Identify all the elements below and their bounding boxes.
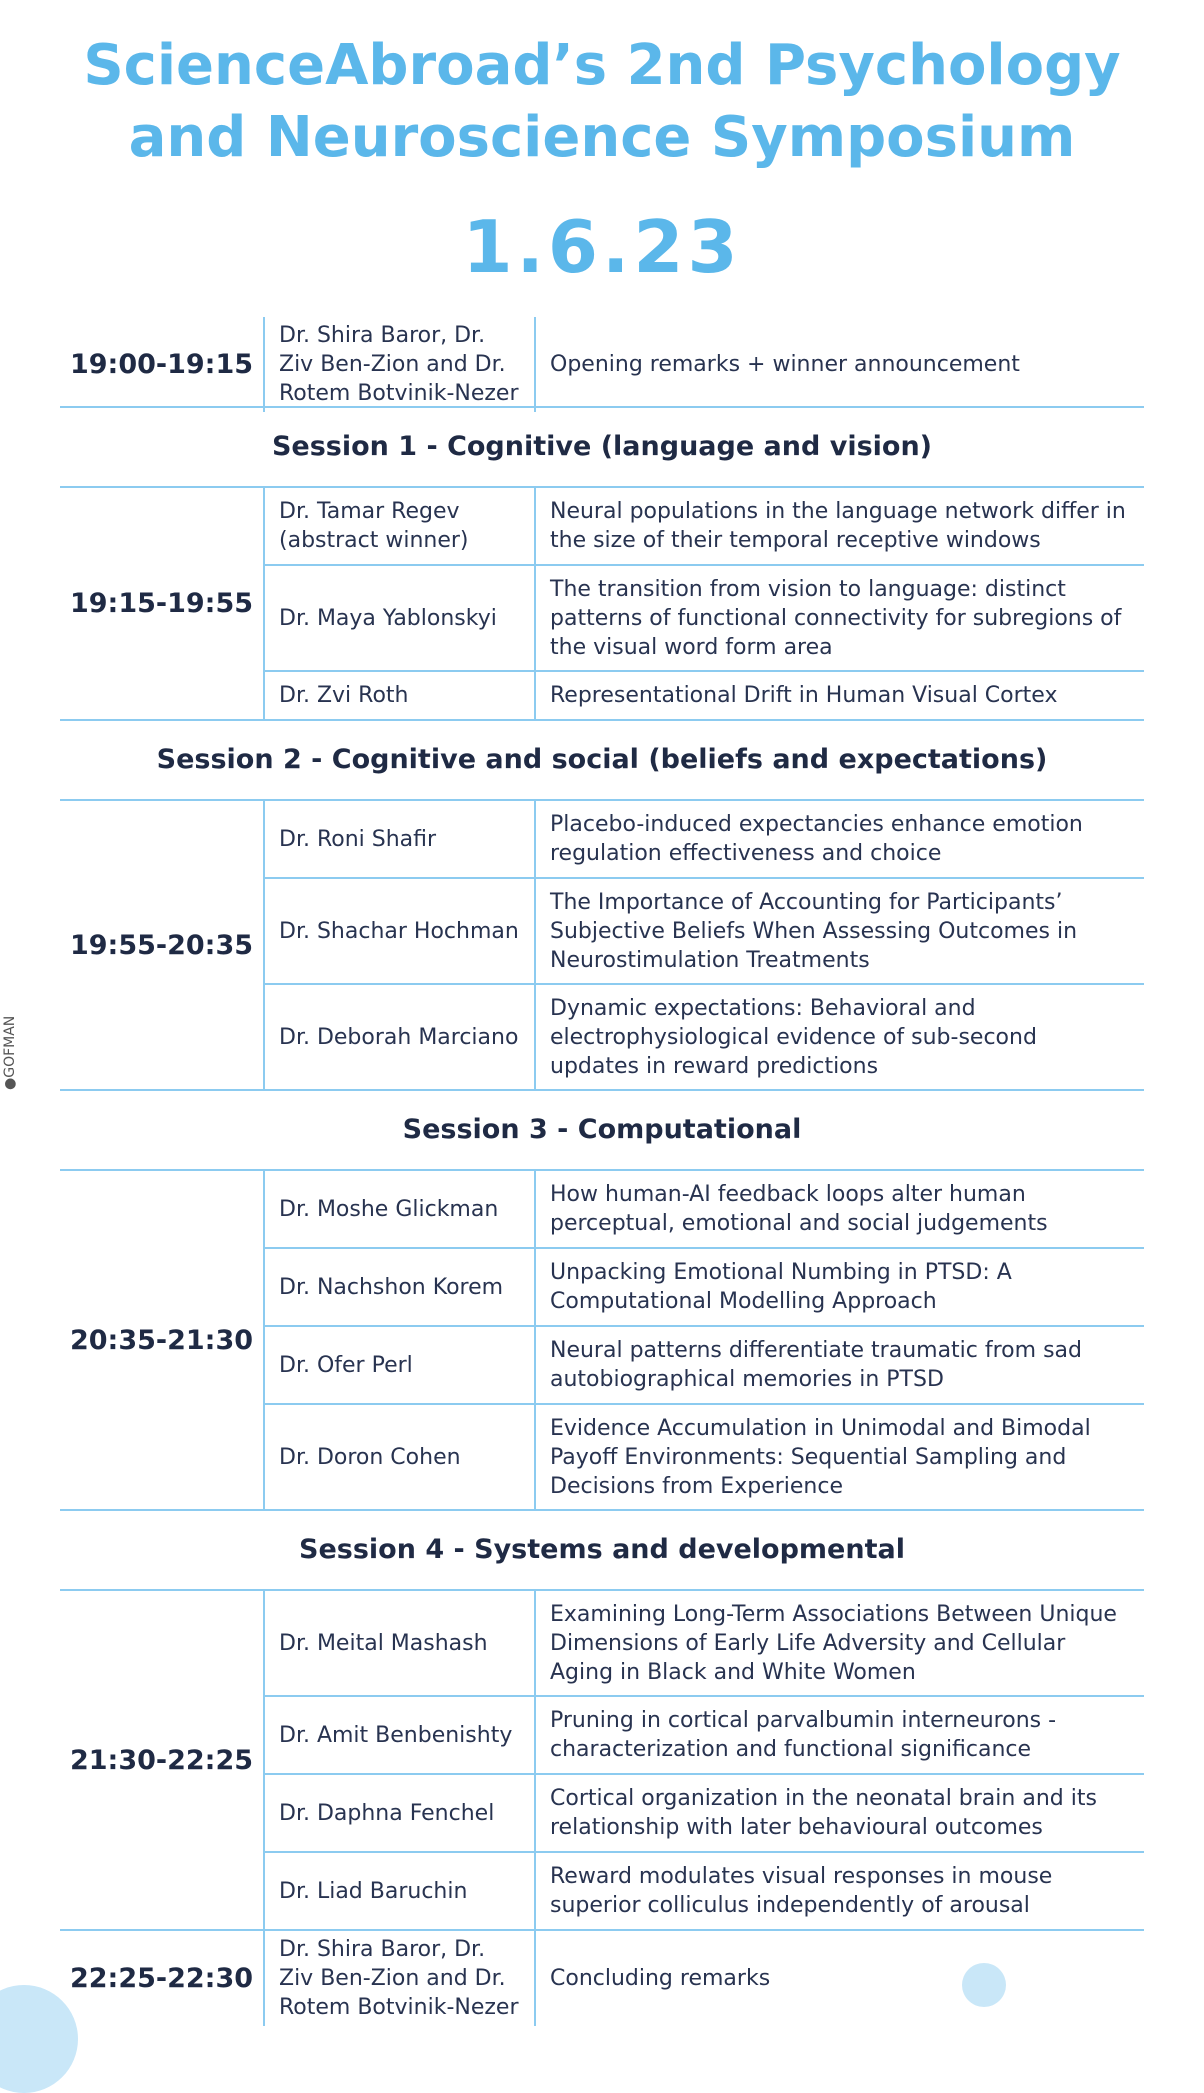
session-3-heading: Session 3 - Computational (60, 1089, 1144, 1169)
session-4-talk: Reward modulates visual responses in mouse superior colliculus independently of arousal (536, 1851, 1144, 1929)
schedule (60, 317, 1144, 2023)
session-4-talk: Pruning in cortical parvalbumin interneurons - characterization and functional significance (536, 1695, 1144, 1773)
session-1-speaker: Dr. Tamar Regev (abstract winner) (265, 488, 536, 564)
session-2-block (60, 799, 1144, 1089)
session-1-heading: Session 1 - Cognitive (language and vision) (60, 406, 1144, 486)
session-4-time: 21:30-22:25 (60, 1591, 265, 1929)
designer-credit: ●GOFMAN (2, 1015, 18, 1090)
session-4-speaker: Dr. Daphna Fenchel (265, 1773, 536, 1851)
session-3-block (60, 1169, 1144, 1509)
opening-speaker: Dr. Shira Baror, Dr. Ziv Ben-Zion and Dr. Rotem Botvinik-Nezer (265, 317, 536, 412)
session-3-speaker: Dr. Nachshon Korem (265, 1247, 536, 1325)
session-3-talk: Unpacking Emotional Numbing in PTSD: A Computational Modelling Approach (536, 1247, 1144, 1325)
session-2-talk: Placebo-induced expectancies enhance emotion regulation effectiveness and choice (550, 812, 1083, 866)
session-2-heading: Session 2 - Cognitive and social (beliefs and expectations) (60, 719, 1144, 799)
session-3-talk: Neural patterns differentiate traumatic from sad autobiographical memories in PTSD (536, 1325, 1144, 1403)
closing-talk: Concluding remarks (550, 1966, 771, 1991)
title-line-1: ScienceAbroad’s 2nd Psychology (83, 33, 1121, 98)
session-4-speaker: Dr. Meital Mashash (265, 1591, 536, 1695)
session-3-speaker: Dr. Moshe Glickman (265, 1171, 536, 1247)
session-1-time: 19:15-19:55 (60, 488, 265, 719)
page-title (0, 30, 1204, 174)
session-3-time: 20:35-21:30 (60, 1171, 265, 1509)
closing-time: 22:25-22:30 (60, 1931, 265, 2026)
session-2-talk: Dynamic expectations: Behavioral and electrophysiological evidence of sub-second updates in reward predictions (536, 983, 1144, 1089)
session-2-speaker: Dr. Roni Shafir (265, 801, 536, 877)
session-4-talk: Cortical organization in the neonatal brain and its relationship with later behavioural outcomes (536, 1773, 1144, 1851)
session-4-speaker: Dr. Liad Baruchin (265, 1851, 536, 1929)
session-1-talk: Representational Drift in Human Visual Cortex (536, 670, 1144, 719)
opening-talk: Opening remarks + winner announcement (550, 352, 1020, 377)
session-4-heading: Session 4 - Systems and developmental (60, 1509, 1144, 1589)
session-1-talk: The transition from vision to language: distinct patterns of functional connectivity for subregions of the visual word form area (536, 564, 1144, 670)
session-4-talk: Examining Long-Term Associations Between Unique Dimensions of Early Life Adversity and Cellular Aging in Black and White Women (550, 1601, 1117, 1685)
session-4-block (60, 1589, 1144, 1929)
session-4-speaker: Dr. Amit Benbenishty (265, 1695, 536, 1773)
session-3-talk: How human-AI feedback loops alter human perceptual, emotional and social judgements (550, 1182, 1048, 1236)
event-date: 1.6.23 (462, 205, 742, 289)
session-3-speaker: Dr. Doron Cohen (265, 1403, 536, 1509)
decorative-circle (962, 1963, 1006, 2007)
session-1-speaker: Dr. Zvi Roth (265, 670, 536, 719)
session-3-talk: Evidence Accumulation in Unimodal and Bimodal Payoff Environments: Sequential Sampling and Decisions from Experience (536, 1403, 1144, 1509)
session-2-talk: The Importance of Accounting for Participants’ Subjective Beliefs When Assessing Outcomes in Neurostimulation Treatments (536, 877, 1144, 983)
session-2-time: 19:55-20:35 (60, 801, 265, 1089)
opening-block (60, 317, 1144, 406)
session-1-talk: Neural populations in the language network differ in the size of their temporal receptive windows (550, 499, 1126, 553)
session-2-speaker: Dr. Deborah Marciano (265, 983, 536, 1089)
opening-time: 19:00-19:15 (60, 317, 265, 412)
closing-speaker: Dr. Shira Baror, Dr. Ziv Ben-Zion and Dr. Rotem Botvinik-Nezer (265, 1931, 536, 2026)
session-1-speaker: Dr. Maya Yablonskyi (265, 564, 536, 670)
session-2-speaker: Dr. Shachar Hochman (265, 877, 536, 983)
title-line-2: and Neuroscience Symposium (128, 105, 1076, 170)
session-1-block (60, 486, 1144, 719)
session-3-speaker: Dr. Ofer Perl (265, 1325, 536, 1403)
